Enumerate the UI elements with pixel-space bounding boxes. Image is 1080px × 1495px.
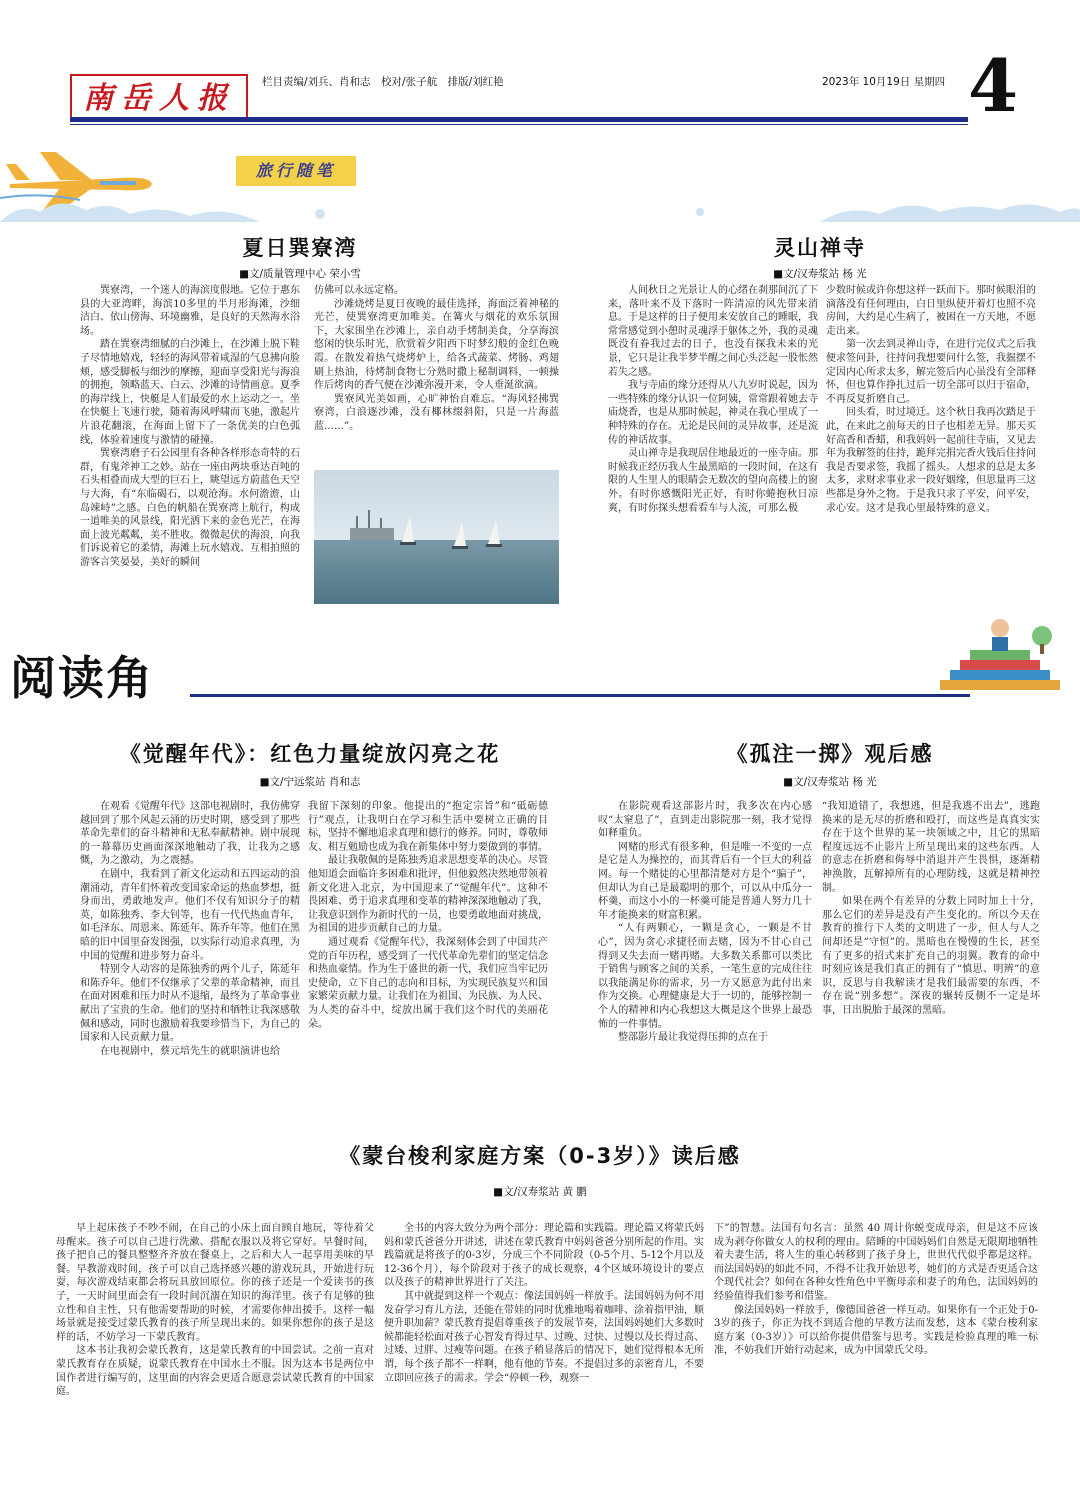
article-column-guzhu-1 [598,800,812,1110]
article-column-guzhu-2 [822,800,1040,1110]
article-column-xunliaowan-2 [314,284,559,468]
paragraph: 整部影片最让我觉得压抑的点在于 [618,1032,768,1044]
article-column-montessori-2 [384,1222,704,1452]
paragraph: 沙滩烧烤是夏日夜晚的最佳选择，海面泛着神秘的光芒，使巽寮湾更加唯美。在篝火与烟花的欢乐氛围下，大家围坐在沙滩上，亲自动手烤制美食，分享海滨悠闲的快乐时光，欣赏着夕阳西下时梦幻般的金红色晚霞。在散发着热气烧烤炉上，给各式蔬菜、烤肠、鸡翅刷上热油，待烤制食物七分熟时撒上秘制调料，一顿操作后烤肉的香气便在沙滩弥漫开来，令人垂涎欲滴。 [314,298,559,392]
paragraph: 我留下深刻的印象。他提出的“抱定宗旨”和“砥砺德行”观点，让我明白在学习和生活中要树立正确的目标，坚持不懈地追求真理和德行的修养。同时，尊敬师友、相互勉励也成为我在新集体中努力要做到的事情。 [308,801,548,853]
paragraph: “我知道错了，我想逃，但是我逃不出去”，逃跑换来的是无尽的折磨和殴打，而这些是真真实实存在于这个世界的某一块领域之中，且它的黑暗程度远远不止影片上所呈现出来的这些东西。人的意志在折磨和侮辱中消退并产生畏惧，逐渐精神涣散，瓦解掉所有的心理防线，这就是精神控制。 [822,801,1040,894]
paragraph: 像法国妈妈一样放手，像德国爸爸一样互动。如果你有一个正处于0-3岁的孩子，你正为找不到适合他的早教方法而发愁，这本《蒙台梭利家庭方案（0-3岁）》可以给你提供借鉴与思考。实践是检验真理的唯一标准，不妨我们开始行动起来，成为中国蒙氏父母。 [714,1304,1038,1357]
editor-credits: 栏目责编/刘兵、肖和志 校对/张子航 排版/刘红艳 [262,76,504,88]
article-byline-guzhu: ■文/汉寿浆站 杨 光 [783,776,877,788]
paragraph: 巽寮风光美如画，心旷神怡自难忘。“海风轻拂巽寮湾，白浪逐沙滩，没有椰林缀斜阳，只是一片海蓝蓝……”。 [314,393,559,432]
article-byline-xunliaowan: ■文/质量管理中心 荣小雪 [239,268,361,280]
paragraph: 网赌的形式有很多种，但是唯一不变的一点是它是人为操控的，而其背后有一个巨大的利益网。每一个赌徒的心里都清楚对方是个“骗子”，但却认为自己是最聪明的那个，可以从中瓜分一杯羹，而这小小的一杯羹可能是普通人努力几十年才能换来的财富积累。 [598,841,812,921]
article-column-juexing-1 [80,800,300,1110]
reading-section-rule [190,694,970,697]
article-byline-lingshan: ■文/汉寿浆站 杨 光 [773,268,867,280]
paragraph: 回头看，时过境迁。这个秋日我再次踏足于此，在来此之前每天的日子也相差无异。那天买好高香和香蜡，和我妈妈一起前往寺庙，又见去年为我解签的住持，跪拜完捐完香火钱后住持问我是否要求签，我摇了摇头。人想求的总是太多太多，求财求事业求一段好姻缘，但思量再三这些都是身外之物。于是我只求了平安，问平安，求心安。这才是我心里最特殊的意义。 [826,407,1036,514]
paragraph: 全书的内容大致分为两个部分：理论篇和实践篇。理论篇又将蒙氏妈妈和蒙氏爸爸分开讲述，讲述在蒙氏教育中妈妈爸爸分别所起的作用。实践篇就是将孩子的0-3岁，分成三个不同阶段（0-5个月、5-12个月以及12-36个月），每个阶段对于孩子的成长观察，4个区域环境设计的要点以及孩子的精神世界进行了关注。 [384,1223,704,1289]
paragraph: 如果在两个有差异的分数上同时加上十分，那么它们的差异是没有产生变化的。所以今天在教育的推行下人类的文明进了一步，但人与人之间却还是“守恒”的。黑暗也在慢慢的生长，甚至有了更多的招式来扩充自己的羽翼。教育的命中时刻应该是我们真正的拥有了“慎思、明辨”的意识，反思与自我解读才是我们最需要的东西，不存在说“别多想”。深夜的辗转反侧不一定是坏事，日出脱胎于最深的黑暗。 [822,896,1040,1016]
article-byline-juexing: ■文/宁远浆站 肖和志 [259,776,361,788]
paragraph: 巽寮湾，一个迷人的海滨度假地。它位于惠东县的大亚湾畔，海滨10多里的半月形海滩，沙细洁白、依山傍海、环境幽雅，是良好的天然海水浴场。 [80,285,300,337]
paragraph: 最让我敬佩的是陈独秀追求思想变革的决心。尽管他知道会面临许多困难和批评，但他毅然决然地带领着新文化进入北京，为中国迎来了“觉醒年代”。这种不畏困难、勇于追求真理和变革的精神深深地触动了我，让我意识到作为新时代的一员，也要勇敢地面对挑战，为祖国的进步贡献自己的力量。 [308,855,548,935]
article-title-montessori: 《蒙台梭利家庭方案（0-3岁）》读后感 [339,1144,741,1168]
article-title-xunliaowan: 夏日巽寮湾 [242,236,358,260]
issue-date: 2023年 10月19日 星期四 [822,76,946,88]
paragraph: 早上起床孩子不吵不闹，在自己的小床上面自顾自地玩，等待着父母醒来。孩子可以自己进行洗漱、搭配衣服以及将它穿好。早餐时间，孩子把自己的餐具整整齐齐放在餐桌上，之后和大人一起享用美味的早餐。早教游戏时间，孩子可以自己选择感兴趣的游戏玩具，开始进行玩耍，每次游戏结束都会将玩具放回原位。你的孩子还是一个爱读书的孩子，一天时间里面会有一段时间沉溺在知识的海洋里。孩子有足够的独立性和自主性，只有他需要帮助的时候，才需要你伸出援手。这样一幅场景就是接受过蒙氏教育的孩子所呈现出来的。如果你想你的孩子是这样的话，不妨学习一下蒙氏教育。 [56,1223,374,1343]
paragraph: 在影院观看这部影片时，我多次在内心感叹“太窒息了”，直到走出影院那一刻，我才觉得如释重负。 [598,801,812,840]
page-number: 4 [968,43,1019,128]
paragraph: 人间秋日之光景让人的心绪在刹那间沉了下来，落叶来不及下落时一阵清凉的风先带来消息。于是这样的日子便用来安放自己的睡眠，我常常感觉到小憩时灵魂浮于躯体之外，我的灵魂既没有眷我过去的日子，也没有探我未来的光景，它只是让我半梦半醒之间心头泛起一股怅然若失之感。 [608,285,818,378]
paragraph: 通过观看《觉醒年代》，我深刻体会到了中国共产党的百年历程，感受到了一代代革命先辈们的坚定信念和热血豪情。作为生于盛世的新一代，我们应当牢记历史使命，立下自己的志向和目标，为实现民族复兴和国家繁荣贡献力量。让我们在为祖国、为民族、为人民、为人类的奋斗中，绽放出属于我们这个时代的美丽花朵。 [308,936,548,1030]
paragraph: 巽寮湾磨子石公园里有各种各样形态奇特的石群，有鬼斧神工之妙。站在一座由两块垂达百吨的石头相叠而成大型的巨石上，眺望远方蔚蓝色天空与大海，有“东临碣石，以观沧海。水何澹澹，山岛竦峙”之感。白色的帆船在巽寮湾上航行，构成一道唯美的风景线，阳光洒下来的金色光芒，在海面上波光粼粼，美不胜收。微微起伏的海浪，向我们诉说着它的柔情，海滩上玩水嬉戏、互相拍照的游客言笑晏晏，美好的瞬间 [80,448,300,568]
masthead-rule [70,117,968,122]
paragraph: 在观看《觉醒年代》这部电视剧时，我仿佛穿越回到了那个风起云涌的历史时期，感受到了那些革命先辈们的奋斗精神和无私奉献精神。剧中展现的一幕幕历史画面深深地触动了我，让我为之感慨，为之激动，为之震撼。 [80,801,300,867]
article-title-lingshan: 灵山禅寺 [774,236,866,260]
paragraph: 这本书让我初会蒙氏教育，这是蒙氏教育的中国尝试。之前一直对蒙氏教育存在质疑，说蒙氏教育在中国水土不服。因为这本书是两位中国作者进行编写的，这里面的内容会更适合愿意尝试蒙氏教育的中国家庭。 [56,1345,374,1398]
article-byline-montessori: ■文/汉寿浆站 黄 鹏 [493,1186,587,1198]
masthead-rule-thin [70,124,968,125]
cloud-decoration [0,196,1080,222]
paragraph: 踏在巽寮湾细腻的白沙滩上，在沙滩上脱下鞋子尽情地嬉戏，轻轻的海风带着咸湿的气息拂向脸颊，感受脚板与细沙的摩擦，迎面享受阳光与海浪的拥抱，领略蓝天、白云、沙滩的诗情画意。夏季的海岸线上，快艇是人们最爱的水上运动之一。坐在快艇上飞速行驶，随着海风呼啸而飞驰，激起片片浪花翻滚，在海面上留下了一条优美的白色弧线，体验着速度与激情的碰撞。 [80,339,300,446]
article-title-guzhu: 《孤注一掷》观后感 [726,742,934,766]
paragraph: 在剧中，我看到了新文化运动和五四运动的浪潮涌动，青年们怀着改变国家命运的热血梦想，挺身而出，勇敢地发声。他们不仅有知识分子的精英，如陈独秀、李大钊等，也有一代代热血青年，如毛泽东、周恩来、陈延年、陈乔年等。他们在黑暗的旧中国里奋发图强，以实际行动追求真理，为中国的觉醒和进步努力奋斗。 [80,868,300,962]
article-column-juexing-2 [308,800,548,1110]
article-column-xunliaowan-1 [80,284,300,608]
article-title-juexing: 《觉醒年代》：红色力量绽放闪亮之花 [119,742,501,766]
paragraph: 特别令人动容的是陈独秀的两个儿子，陈延年和陈乔年。他们不仅继承了父辈的革命精神，而且在面对困难和压力时从不退缩，最终为了革命事业献出了宝贵的生命。他们的坚持和牺牲让我深感敬佩和感动，同时也激励着我要珍惜当下，为自己的国家和人民贡献力量。 [80,964,300,1044]
article-column-montessori-3 [714,1222,1038,1452]
travel-section-tag: 旅行随笔 [236,156,356,186]
article-column-lingshan-1 [608,284,818,608]
paragraph: 我与寺庙的缘分还得从八九岁时说起，因为一些特殊的缘分认识一位阿姨，常常跟着她去寺庙烧香，也是从那时候起，神灵在我心里成了一种特殊的存在。无论是民间的灵异故事，还是流传的神话故事。 [608,380,818,446]
article-column-lingshan-2 [826,284,1036,608]
paragraph: 仿佛可以永远定格。 [314,285,404,296]
sailboats-photo [314,470,559,604]
paragraph: 其中就提到这样一个观点：像法国妈妈一样放手。法国妈妈为何不用发奋学习育儿方法，还能在带娃的同时优雅地喝着咖啡、涂着指甲油，顺便升职加薪？蒙氏教育提倡尊重孩子的发展节奏，法国妈妈她们大多数时候都能轻松面对孩子心智发育得过早、过晚、过快、过慢以及长得过高、过矮、过胖、过瘦等问题。在孩子稍显落后的情况下，她们觉得根本无所谓，每个孩子都不一样啊，他有他的节奏。不提倡过多的亲密育儿，不要立即回应孩子的需求。学会“停顿一秒，观察一 [384,1290,704,1384]
newspaper-logo: 南岳人报 [70,74,248,120]
reading-illustration-icon [930,606,1070,702]
paragraph: 第一次去到灵禅山寺，在进行完仪式之后我便求签问卦，往持问我想要问什么签，我掘摆不定因内心所求太多，解完签后内心虽没有全部释怀，但也算作挣扎过后一切全部可以归于宿命，不再反复折磨自己。 [826,339,1036,405]
paragraph: 灵山禅寺是我现居住地最近的一座寺庙。那时候我正经历我人生最黑暗的一段时间，在这有限的人生里人的眼睛会无数次的望向高楼上的窗外。有时你感慨阳光正好，有时你蜷抱秋日凉爽，有时你探头想看看车与人流，可那么极 [608,448,818,514]
paragraph: 在电视剧中，蔡元培先生的就职演讲也给 [100,1045,280,1057]
reading-section-heading: 阅读角 [10,651,154,705]
paragraph: “人有两颗心，一颗是贪心，一颗是不甘心”，因为贪心求捷径而去赌，因为不甘心自己得到又失去而一赌再赌。大多数关系都可以类比于销售与顾客之间的关系，一笔生意的完成往往以我能满足你的需求，另一方又愿意为此付出来作为交换。心理健康是大于一切的，能够控制一个人的精神和内心我想这大概是这个世界上最恐怖的一件事情。 [598,923,812,1030]
paragraph: 少数时候或许你想这样一跃而下。那时候眼泪的滴落没有任何理由，白日里纵使开着灯也照不亮房间，大约是心生病了，被困在一方天地，不愿走出来。 [826,285,1036,337]
article-column-montessori-1 [56,1222,374,1452]
paragraph: 下”的智慧。法国有句名言：虽然 40 周计你蜕变成母亲，但是这不应该成为剥夺你做女人的权利的理由。陪睡的中国妈妈们自然是无限期地牺牲着夫妻生活，将人生的重心转移到了孩子身上，世世代代似乎都是这样。而法国妈妈的如此不同，不得不让我开始思考，她们的方式是否更适合这个现代社会？如何在各种女性角色中平衡母亲和妻子的角色，法国妈妈的经验值得我们参考和借鉴。 [714,1223,1038,1302]
